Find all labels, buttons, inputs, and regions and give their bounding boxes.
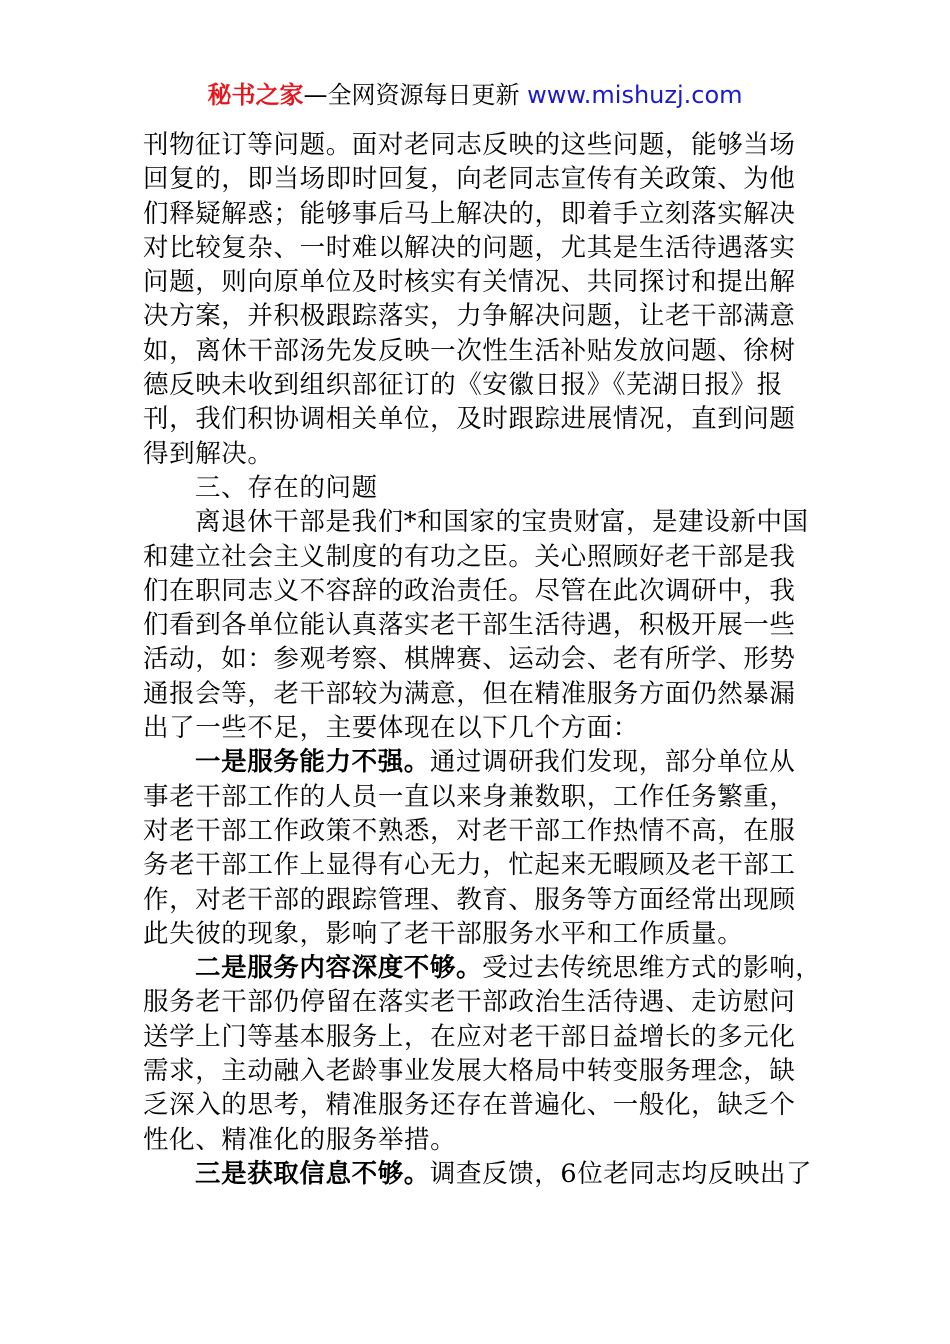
body-line: 二是服务内容深度不够。受过去传统思维方式的影响， — [195, 953, 822, 984]
body-line: 需求，主动融入老龄事业发展大格局中转变服务理念，缺 — [143, 1056, 796, 1087]
body-line: 德反映未收到组织部征订的《安徽日报》《芜湖日报》报 — [143, 370, 783, 401]
body-line: 送学上门等基本服务上，在应对老干部日益增长的多元化 — [143, 1021, 796, 1052]
body-line: 回复的，即当场即时回复，向老同志宣传有关政策、为他 — [143, 164, 796, 195]
body-line: 离退休干部是我们*和国家的宝贵财富，是建设新中国 — [195, 507, 809, 538]
body-line: 如，离休干部汤先发反映一次性生活补贴发放问题、徐树 — [143, 335, 796, 366]
body-line: 对老干部工作政策不熟悉，对老干部工作热情不高，在服 — [143, 815, 796, 846]
header-tagline: —全网资源每日更新 — [303, 81, 528, 109]
section-heading: 三、存在的问题 — [195, 472, 378, 503]
body-line: 和建立社会主义制度的有功之臣。关心照顾好老干部是我 — [143, 541, 796, 572]
body-line: 们在职同志义不容辞的政治责任。尽管在此次调研中，我 — [143, 575, 796, 606]
body-line: 性化、精准化的服务举措。 — [143, 1124, 457, 1155]
point-heading: 三是获取信息不够。 — [195, 1158, 430, 1189]
site-header — [0, 78, 950, 112]
point-heading: 一是服务能力不强。 — [195, 747, 430, 778]
body-line: 事老干部工作的人员一直以来身兼数职，工作任务繁重， — [143, 781, 796, 812]
body-line: 此失彼的现象，影响了老干部服务水平和工作质量。 — [143, 918, 744, 949]
body-line: 刊物征订等问题。面对老同志反映的这些问题，能够当场 — [143, 130, 796, 160]
body-line: 们看到各单位能认真落实老干部生活待遇，积极开展一些 — [143, 610, 796, 641]
body-line: 出了一些不足，主要体现在以下几个方面： — [143, 713, 639, 744]
body-line: 一是服务能力不强。通过调研我们发现，部分单位从 — [195, 747, 796, 778]
body-line: 乏深入的思考，精准服务还存在普遍化、一般化，缺乏个 — [143, 1090, 796, 1121]
point-heading: 二是服务内容深度不够。 — [195, 953, 483, 984]
brand-name: 秘书之家 — [207, 81, 304, 109]
document-body — [143, 128, 822, 1191]
body-line: 问题，则向原单位及时核实有关情况、共同探讨和提出解 — [143, 267, 796, 298]
site-url-link[interactable]: www.mishuzj.com — [527, 81, 743, 109]
body-line: 通报会等，老干部较为满意，但在精准服务方面仍然暴漏 — [143, 678, 796, 709]
body-line: 三是获取信息不够。调查反馈，6位老同志均反映出了 — [195, 1158, 813, 1189]
body-line: 得到解决。 — [143, 438, 274, 469]
body-line: 决方案，并积极跟踪落实，力争解决问题，让老干部满意 — [143, 301, 796, 332]
body-line: 对比较复杂、一时难以解决的问题，尤其是生活待遇落实 — [143, 232, 796, 263]
body-line: 活动，如：参观考察、棋牌赛、运动会、老有所学、形势 — [143, 644, 796, 675]
body-line: 务老干部工作上显得有心无力，忙起来无暇顾及老干部工 — [143, 850, 796, 881]
body-line: 服务老干部仍停留在落实老干部政治生活待遇、走访慰问 — [143, 987, 796, 1018]
body-line: 们释疑解惑；能够事后马上解决的，即着手立刻落实解决 — [143, 198, 796, 229]
body-line: 刊，我们积协调相关单位，及时跟踪进展情况，直到问题 — [143, 404, 796, 435]
body-line: 作，对老干部的跟踪管理、教育、服务等方面经常出现顾 — [143, 884, 796, 915]
